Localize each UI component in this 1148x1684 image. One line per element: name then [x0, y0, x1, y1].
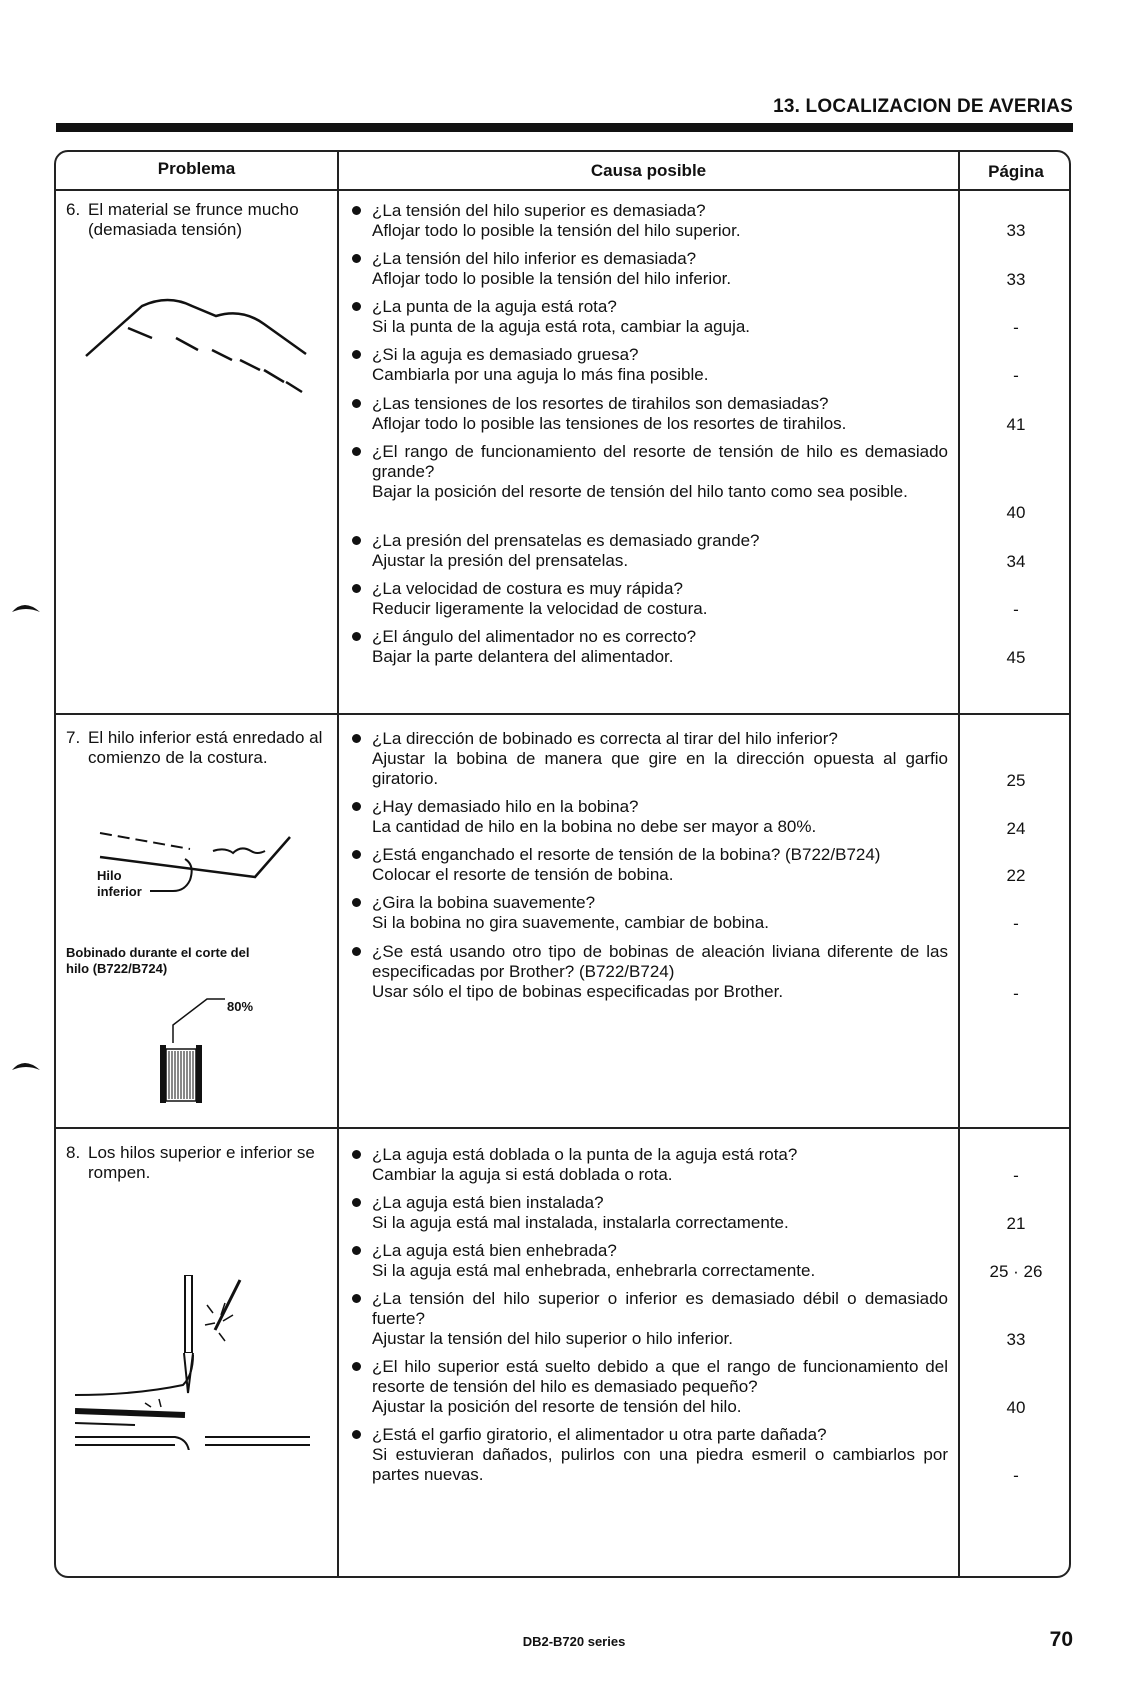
row-divider-2	[54, 1127, 1071, 1129]
cause-remedy: Si estuvieran dañados, pulirlos con una piedra esmeril o cambiarlos por partes nuevas.	[372, 1445, 948, 1484]
cause-question: ¿La dirección de bobinado es correcta al tirar del hilo inferior?	[372, 729, 838, 748]
cause-item	[352, 201, 948, 241]
bullet-icon	[352, 850, 361, 859]
cause-remedy: Ajustar la tensión del hilo superior o hilo inferior.	[372, 1329, 733, 1348]
page-reference: 25 · 26	[989, 1262, 1043, 1281]
page-reference: 41	[1006, 415, 1026, 434]
page-reference: 21	[1006, 1214, 1026, 1233]
cause-item	[352, 1145, 948, 1185]
problem-text: El material se frunce mucho (demasiada tensión)	[88, 200, 299, 239]
cause-item	[352, 627, 948, 667]
cause-remedy: Si la aguja está mal instalada, instalarla correctamente.	[372, 1213, 789, 1232]
page-reference: -	[1013, 914, 1019, 933]
cause-question: ¿Gira la bobina suavemente?	[372, 893, 596, 912]
cause-question: ¿La punta de la aguja está rota?	[372, 297, 617, 316]
page-reference: -	[1013, 600, 1019, 619]
cause-item	[352, 1289, 948, 1349]
cause-item	[352, 297, 948, 337]
problem-cell	[66, 200, 336, 240]
page-reference: -	[1013, 366, 1019, 385]
problem-cell	[66, 728, 336, 768]
broken-thread-illustration	[75, 1275, 315, 1450]
cause-question: ¿La tensión del hilo superior es demasiada?	[372, 201, 706, 220]
bullet-icon	[352, 1294, 361, 1303]
cause-remedy: Cambiar la aguja si está doblada o rota.	[372, 1165, 673, 1184]
cause-question: ¿El rango de funcionamiento del resorte de tensión de hilo es demasiado grande?	[372, 442, 948, 481]
bullet-icon	[352, 1246, 361, 1255]
problem-text: El hilo inferior está enredado al comienzo de la costura.	[88, 728, 323, 767]
cause-remedy: Usar sólo el tipo de bobinas especificadas por Brother.	[372, 982, 784, 1001]
bullet-icon	[352, 734, 361, 743]
cause-question: ¿Las tensiones de los resortes de tirahilos son demasiadas?	[372, 394, 829, 413]
bullet-icon	[352, 898, 361, 907]
page-reference: 33	[1006, 270, 1026, 289]
figure-caption: Bobinado durante el corte del hilo (B722/B724)	[66, 945, 250, 976]
header-row-divider	[54, 189, 1071, 191]
cause-question: ¿Si la aguja es demasiado gruesa?	[372, 345, 639, 364]
binder-mark-icon	[10, 600, 42, 614]
cause-item	[352, 442, 948, 502]
bullet-icon	[352, 350, 361, 359]
bullet-icon	[352, 584, 361, 593]
cause-remedy: Ajustar la bobina de manera que gire en la dirección opuesta al garfio giratorio.	[372, 749, 948, 788]
cause-question: ¿Está enganchado el resorte de tensión de la bobina? (B722/B724)	[372, 845, 881, 864]
bullet-icon	[352, 1150, 361, 1159]
row-divider-1	[54, 713, 1071, 715]
bobbin-fill-label: 80%	[227, 999, 254, 1014]
column-header-cause: Causa posible	[590, 161, 707, 180]
page-reference: 24	[1006, 819, 1026, 838]
bullet-icon	[352, 947, 361, 956]
page-reference: -	[1013, 1166, 1019, 1185]
cause-remedy: La cantidad de hilo en la bobina no debe ser mayor a 80%.	[372, 817, 817, 836]
cause-remedy: Si la bobina no gira suavemente, cambiar de bobina.	[372, 913, 769, 932]
bobbin-illustration	[155, 995, 225, 1105]
page-reference: 33	[1006, 1330, 1026, 1349]
cause-question: ¿Está el garfio giratorio, el alimentador u otra parte dañada?	[372, 1425, 827, 1444]
cause-remedy: Si la aguja está mal enhebrada, enhebrarla correctamente.	[372, 1261, 816, 1280]
cause-remedy: Aflojar todo lo posible la tensión del hilo superior.	[372, 221, 741, 240]
cause-remedy: Bajar la parte delantera del alimentador.	[372, 647, 674, 666]
cause-item	[352, 893, 948, 933]
bullet-icon	[352, 254, 361, 263]
page-reference: 40	[1006, 1398, 1026, 1417]
cause-question: ¿La aguja está bien instalada?	[372, 1193, 604, 1212]
problem-text: Los hilos superior e inferior se rompen.	[88, 1143, 315, 1182]
bullet-icon	[352, 206, 361, 215]
page-reference: 22	[1006, 866, 1026, 885]
cause-remedy: Aflojar todo lo posible la tensión del hilo inferior.	[372, 269, 732, 288]
problem-number: 6.	[66, 200, 81, 219]
cause-item	[352, 1241, 948, 1281]
page-reference: 40	[1006, 503, 1026, 522]
thread-label: Hilo inferior	[97, 868, 142, 899]
cause-question: ¿La tensión del hilo superior o inferior es demasiado débil o demasiado fuerte?	[372, 1289, 948, 1328]
cause-question: ¿La velocidad de costura es muy rápida?	[372, 579, 683, 598]
column-header-page: Página	[988, 162, 1044, 181]
cause-question: ¿Hay demasiado hilo en la bobina?	[372, 797, 639, 816]
footer-series: DB2-B720 series	[522, 1634, 626, 1649]
cause-remedy: Bajar la posición del resorte de tensión del hilo tanto como sea posible.	[372, 482, 908, 501]
cause-item	[352, 845, 948, 885]
cause-item	[352, 249, 948, 289]
cause-item	[352, 729, 948, 789]
binder-mark-icon	[10, 1058, 42, 1072]
bullet-icon	[352, 399, 361, 408]
cause-item	[352, 1357, 948, 1417]
bullet-icon	[352, 1198, 361, 1207]
column-header-problem: Problema	[157, 159, 236, 178]
bullet-icon	[352, 632, 361, 641]
page-number: 70	[1049, 1628, 1073, 1651]
cause-remedy: Si la punta de la aguja está rota, cambiar la aguja.	[372, 317, 751, 336]
cause-remedy: Reducir ligeramente la velocidad de costura.	[372, 599, 708, 618]
puckered-fabric-illustration	[80, 290, 320, 400]
page-reference: 33	[1006, 221, 1026, 240]
bullet-icon	[352, 536, 361, 545]
cause-remedy: Colocar el resorte de tensión de bobina.	[372, 865, 674, 884]
cause-remedy: Ajustar la posición del resorte de tensión del hilo.	[372, 1397, 742, 1416]
cause-item	[352, 531, 948, 571]
problem-number: 7.	[66, 728, 81, 747]
cause-remedy: Ajustar la presión del prensatelas.	[372, 551, 629, 570]
cause-remedy: Aflojar todo lo posible las tensiones de los resortes de tirahilos.	[372, 414, 847, 433]
bullet-icon	[352, 1362, 361, 1371]
bullet-icon	[352, 447, 361, 456]
cause-question: ¿La aguja está bien enhebrada?	[372, 1241, 617, 1260]
bullet-icon	[352, 302, 361, 311]
page-reference: -	[1013, 1466, 1019, 1485]
page-reference: -	[1013, 318, 1019, 337]
cause-item	[352, 942, 948, 1002]
cause-question: ¿La aguja está doblada o la punta de la aguja está rota?	[372, 1145, 798, 1164]
bullet-icon	[352, 1430, 361, 1439]
cause-question: ¿El ángulo del alimentador no es correcto?	[372, 627, 697, 646]
page-reference: 25	[1006, 771, 1026, 790]
column-divider-1	[337, 150, 339, 1578]
cause-item	[352, 345, 948, 385]
cause-question: ¿La tensión del hilo inferior es demasiada?	[372, 249, 697, 268]
page-reference: 34	[1006, 552, 1026, 571]
cause-question: ¿Se está usando otro tipo de bobinas de aleación liviana diferente de las especificadas por Brother? (B722/B724)	[372, 942, 948, 981]
section-title: 13. LOCALIZACION DE AVERIAS	[773, 96, 1073, 117]
cause-item	[352, 579, 948, 619]
page-reference: 45	[1006, 648, 1026, 667]
problem-number: 8.	[66, 1143, 81, 1162]
cause-item	[352, 394, 948, 434]
column-divider-2	[958, 150, 960, 1578]
cause-item	[352, 1193, 948, 1233]
cause-remedy: Cambiarla por una aguja lo más fina posible.	[372, 365, 709, 384]
problem-cell	[66, 1143, 336, 1183]
header-rule	[56, 123, 1073, 132]
cause-question: ¿El hilo superior está suelto debido a que el rango de funcionamiento del resorte de tensión del hilo es demasiado pequeño?	[372, 1357, 948, 1396]
cause-question: ¿La presión del prensatelas es demasiado grande?	[372, 531, 760, 550]
page-reference: -	[1013, 984, 1019, 1003]
cause-item	[352, 797, 948, 837]
cause-item	[352, 1425, 948, 1485]
bullet-icon	[352, 802, 361, 811]
